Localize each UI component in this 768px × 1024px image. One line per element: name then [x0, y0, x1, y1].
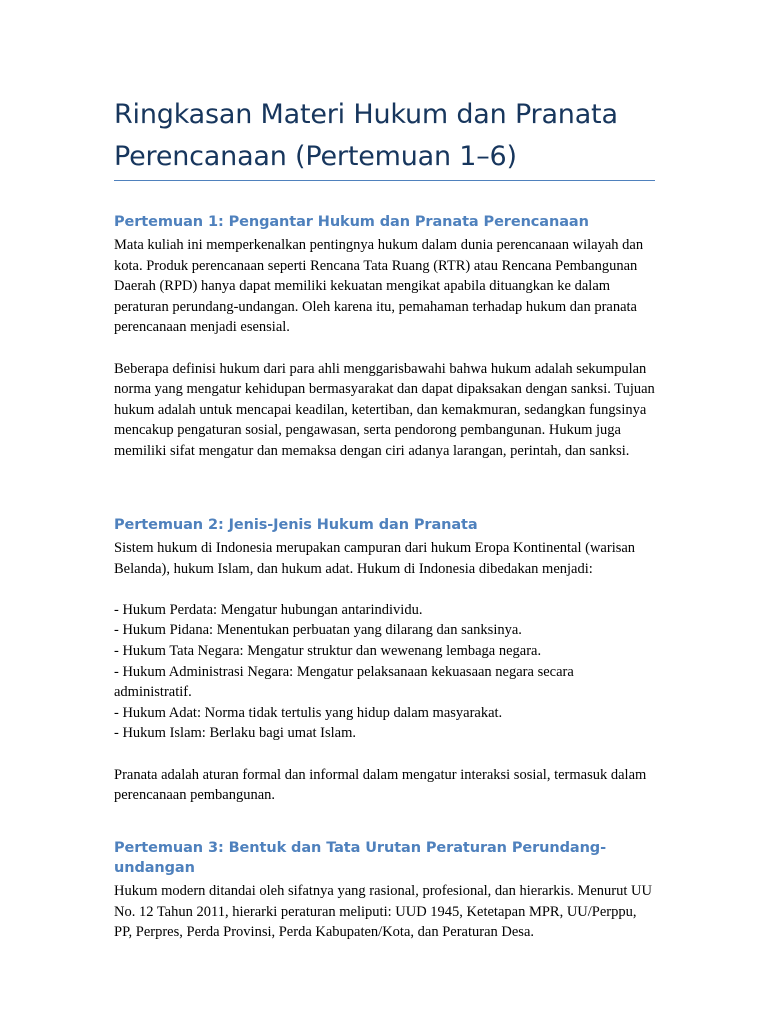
- section-pertemuan-2: [114, 515, 655, 806]
- list-item: - Hukum Perdata: Mengatur hubungan antarindividu.: [114, 601, 423, 618]
- list-item: - Hukum Adat: Norma tidak tertulis yang hidup dalam masyarakat.: [114, 704, 503, 721]
- paragraph: Mata kuliah ini memperkenalkan pentingnya hukum dalam dunia perencanaan wilayah dan kota. Produk perencanaan seperti Rencana Tata Ruang (RTR) atau Rencana Pembangunan Daerah (RPD) hanya dapat memiliki kekuatan mengikat apabila dituangkan ke dalam peraturan perundang-undangan. Oleh karena itu, pemahaman terhadap hukum dan pranata perencanaan menjadi esensial.: [114, 237, 644, 336]
- paragraph: Hukum modern ditandai oleh sifatnya yang rasional, profesional, dan hierarkis. Menurut UU No. 12 Tahun 2011, hierarki peraturan meliputi: UUD 1945, Ketetapan MPR, UU/Perppu, PP, Perpres, Perda Provinsi, Perda Kabupaten/Kota, dan Peraturan Desa.: [114, 883, 652, 941]
- list-item: - Hukum Administrasi Negara: Mengatur pelaksanaan kekuasaan negara secara administratif.: [114, 663, 574, 701]
- section-heading: Pertemuan 1: Pengantar Hukum dan Pranata Perencanaan: [114, 214, 589, 230]
- document-title: Ringkasan Materi Hukum dan Pranata Perencanaan (Pertemuan 1–6): [114, 99, 618, 172]
- list-item: - Hukum Pidana: Menentukan perbuatan yang dilarang dan sanksinya.: [114, 622, 522, 639]
- paragraph: Pranata adalah aturan formal dan informal dalam mengatur interaksi sosial, termasuk dalam perencanaan pembangunan.: [114, 766, 647, 804]
- paragraph: Beberapa definisi hukum dari para ahli menggarisbawahi bahwa hukum adalah sekumpulan norma yang mengatur kehidupan bermasyarakat dan dapat dipaksakan dengan sanksi. Tujuan hukum adalah untuk mencapai keadilan, ketertiban, dan kemakmuran, sedangkan fungsinya mencakup pengaturan sosial, pengawasan, serta pendorong pembangunan. Hukum juga memiliki sifat mengatur dan memaksa dengan ciri adanya larangan, perintah, dan sanksi.: [114, 360, 655, 459]
- list-item: - Hukum Tata Negara: Mengatur struktur dan wewenang lembaga negara.: [114, 642, 542, 659]
- section-heading: Pertemuan 2: Jenis-Jenis Hukum dan Pranata: [114, 517, 478, 533]
- section-pertemuan-3: [114, 838, 655, 943]
- title-underline: [114, 180, 655, 181]
- section-heading: Pertemuan 3: Bentuk dan Tata Urutan Peraturan Perundang-undangan: [114, 840, 606, 876]
- law-types-list: [114, 600, 655, 744]
- paragraph-spacer: [114, 744, 655, 765]
- paragraph: Sistem hukum di Indonesia merupakan campuran dari hukum Eropa Kontinental (warisan Belanda), hukum Islam, dan hukum adat. Hukum di Indonesia dibedakan menjadi:: [114, 540, 636, 577]
- paragraph-spacer: [114, 579, 655, 600]
- paragraph-spacer: [114, 338, 655, 359]
- list-item: - Hukum Islam: Berlaku bagi umat Islam.: [114, 725, 357, 742]
- section-pertemuan-1: [114, 212, 655, 462]
